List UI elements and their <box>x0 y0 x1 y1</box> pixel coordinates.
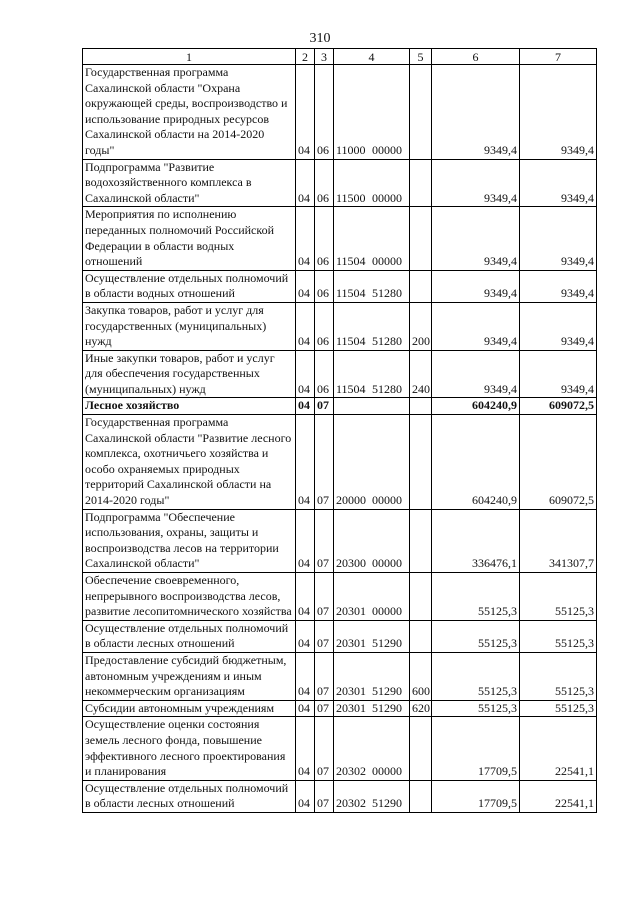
row-subsection-cell: 06 <box>315 65 334 160</box>
row-section-cell: 04 <box>296 302 315 350</box>
row-name-cell: Субсидии автономным учреждениям <box>83 700 296 717</box>
row-amount-col6-cell: 17709,5 <box>432 780 520 812</box>
target-article-code-a: 20301 <box>336 684 366 699</box>
table-row <box>83 415 597 510</box>
row-amount-col6-cell: 55125,3 <box>432 652 520 700</box>
row-expense-type-cell <box>410 717 432 780</box>
row-amount-col7-cell: 9349,4 <box>520 207 597 270</box>
row-target-article-cell <box>334 700 410 717</box>
row-target-article-cell <box>334 350 410 398</box>
row-amount-col6-cell: 9349,4 <box>432 65 520 160</box>
row-target-article-cell <box>334 302 410 350</box>
table-row <box>83 207 597 270</box>
row-subsection-cell: 07 <box>315 509 334 572</box>
row-expense-type-cell <box>410 509 432 572</box>
row-subsection-cell: 06 <box>315 302 334 350</box>
row-amount-col7-cell: 55125,3 <box>520 652 597 700</box>
row-amount-col7-cell: 9349,4 <box>520 302 597 350</box>
row-amount-col6-cell: 55125,3 <box>432 700 520 717</box>
target-article-code-b: 51290 <box>372 684 402 699</box>
row-expense-type-cell: 600 <box>410 652 432 700</box>
row-amount-col6-cell: 9349,4 <box>432 270 520 302</box>
target-article-code-b: 51290 <box>372 700 402 715</box>
target-article-code-a: 11504 <box>336 286 366 301</box>
target-article-code-a: 20301 <box>336 636 366 651</box>
target-article-code-a: 20302 <box>336 764 366 779</box>
target-article-code-b: 51280 <box>372 381 402 396</box>
header-col-7: 7 <box>520 49 597 65</box>
row-section-cell: 04 <box>296 415 315 510</box>
target-article-code-b: 00000 <box>372 556 402 571</box>
row-expense-type-cell: 200 <box>410 302 432 350</box>
budget-table <box>82 48 597 813</box>
row-target-article-cell <box>334 159 410 207</box>
target-article-code-a: 11504 <box>336 334 366 349</box>
row-amount-col7-cell: 55125,3 <box>520 700 597 717</box>
row-amount-col7-cell: 55125,3 <box>520 573 597 621</box>
row-subsection-cell: 07 <box>315 573 334 621</box>
row-subsection-cell: 07 <box>315 652 334 700</box>
table-row <box>83 620 597 652</box>
row-expense-type-cell <box>410 620 432 652</box>
target-article-code-b: 00000 <box>372 764 402 779</box>
row-name-cell: Подпрограмма "Обеспечение использования, охраны, защиты и воспроизводства лесов на территории Сахалинской области" <box>83 509 296 572</box>
row-subsection-cell: 07 <box>315 780 334 812</box>
target-article-code-a: 11000 <box>336 142 366 157</box>
table-row <box>83 717 597 780</box>
row-amount-col7-cell: 22541,1 <box>520 780 597 812</box>
row-target-article-cell <box>334 573 410 621</box>
row-expense-type-cell <box>410 159 432 207</box>
row-section-cell: 04 <box>296 700 315 717</box>
target-article-code-a: 20301 <box>336 604 366 619</box>
target-article-code-a: 20302 <box>336 796 366 811</box>
row-expense-type-cell: 240 <box>410 350 432 398</box>
target-article-code-b: 00000 <box>372 142 402 157</box>
target-article-code-a: 20000 <box>336 493 366 508</box>
table-row <box>83 270 597 302</box>
row-name-cell: Лесное хозяйство <box>83 398 296 415</box>
row-target-article-cell <box>334 65 410 160</box>
row-name-cell: Осуществление отдельных полномочий в области лесных отношений <box>83 780 296 812</box>
row-subsection-cell: 06 <box>315 270 334 302</box>
row-section-cell: 04 <box>296 207 315 270</box>
row-name-cell: Мероприятия по исполнению переданных полномочий Российской Федерации в области водных отношений <box>83 207 296 270</box>
table-row <box>83 159 597 207</box>
row-expense-type-cell <box>410 207 432 270</box>
row-expense-type-cell <box>410 573 432 621</box>
target-article-code-a: 20301 <box>336 700 366 715</box>
row-subsection-cell: 06 <box>315 207 334 270</box>
target-article-code-b: 51280 <box>372 334 402 349</box>
row-target-article-cell <box>334 398 410 415</box>
row-section-cell: 04 <box>296 398 315 415</box>
row-expense-type-cell <box>410 270 432 302</box>
header-col-2: 2 <box>296 49 315 65</box>
row-target-article-cell <box>334 620 410 652</box>
row-section-cell: 04 <box>296 717 315 780</box>
row-name-cell: Закупка товаров, работ и услуг для государственных (муниципальных) нужд <box>83 302 296 350</box>
row-amount-col7-cell: 609072,5 <box>520 398 597 415</box>
target-article-code-b: 00000 <box>372 604 402 619</box>
target-article-code-b: 00000 <box>372 190 402 205</box>
row-name-cell: Осуществление отдельных полномочий в области лесных отношений <box>83 620 296 652</box>
row-target-article-cell <box>334 415 410 510</box>
row-name-cell: Осуществление отдельных полномочий в области водных отношений <box>83 270 296 302</box>
row-name-cell: Подпрограмма "Развитие водохозяйственного комплекса в Сахалинской области" <box>83 159 296 207</box>
row-subsection-cell: 06 <box>315 350 334 398</box>
row-amount-col7-cell: 9349,4 <box>520 270 597 302</box>
header-col-6: 6 <box>432 49 520 65</box>
table-row <box>83 398 597 415</box>
table-row <box>83 65 597 160</box>
row-target-article-cell <box>334 717 410 780</box>
row-amount-col7-cell: 9349,4 <box>520 350 597 398</box>
target-article-code-b: 00000 <box>372 254 402 269</box>
table-row <box>83 509 597 572</box>
row-target-article-cell <box>334 652 410 700</box>
header-col-1: 1 <box>83 49 296 65</box>
row-amount-col7-cell: 55125,3 <box>520 620 597 652</box>
row-section-cell: 04 <box>296 270 315 302</box>
row-amount-col7-cell: 9349,4 <box>520 159 597 207</box>
row-amount-col6-cell: 604240,9 <box>432 415 520 510</box>
table-row <box>83 350 597 398</box>
row-section-cell: 04 <box>296 159 315 207</box>
table-row <box>83 302 597 350</box>
row-amount-col6-cell: 55125,3 <box>432 573 520 621</box>
row-name-cell: Государственная программа Сахалинской области "Охрана окружающей среды, воспроизводство и использование природных ресурсов Сахалинской области на 2014-2020 годы" <box>83 65 296 160</box>
row-target-article-cell <box>334 509 410 572</box>
row-amount-col6-cell: 17709,5 <box>432 717 520 780</box>
row-amount-col7-cell: 9349,4 <box>520 65 597 160</box>
page-number: 310 <box>309 31 331 46</box>
row-name-cell: Иные закупки товаров, работ и услуг для обеспечения государственных (муниципальных) нужд <box>83 350 296 398</box>
row-subsection-cell: 07 <box>315 717 334 780</box>
target-article-code-b: 51290 <box>372 636 402 651</box>
header-col-4: 4 <box>334 49 410 65</box>
row-expense-type-cell <box>410 415 432 510</box>
row-amount-col7-cell: 22541,1 <box>520 717 597 780</box>
row-amount-col6-cell: 9349,4 <box>432 350 520 398</box>
row-expense-type-cell <box>410 780 432 812</box>
row-target-article-cell <box>334 270 410 302</box>
table-row <box>83 700 597 717</box>
target-article-code-a: 20300 <box>336 556 366 571</box>
header-row <box>83 49 597 65</box>
row-section-cell: 04 <box>296 780 315 812</box>
row-name-cell: Государственная программа Сахалинской области "Развитие лесного комплекса, охотничьего хозяйства и особо охраняемых природных территорий Сахалинской области на 2014-2020 годы" <box>83 415 296 510</box>
header-col-5: 5 <box>410 49 432 65</box>
row-section-cell: 04 <box>296 65 315 160</box>
target-article-code-b: 51280 <box>372 286 402 301</box>
row-amount-col6-cell: 9349,4 <box>432 207 520 270</box>
row-section-cell: 04 <box>296 652 315 700</box>
row-amount-col6-cell: 604240,9 <box>432 398 520 415</box>
table-row <box>83 652 597 700</box>
row-name-cell: Предоставление субсидий бюджетным, автономным учреждениям и иным некоммерческим организациям <box>83 652 296 700</box>
table-body <box>83 65 597 813</box>
row-amount-col6-cell: 336476,1 <box>432 509 520 572</box>
row-subsection-cell: 07 <box>315 620 334 652</box>
row-amount-col7-cell: 341307,7 <box>520 509 597 572</box>
target-article-code-a: 11504 <box>336 254 366 269</box>
row-amount-col7-cell: 609072,5 <box>520 415 597 510</box>
table-row <box>83 573 597 621</box>
row-amount-col6-cell: 55125,3 <box>432 620 520 652</box>
target-article-code-a: 11500 <box>336 190 366 205</box>
row-name-cell: Обеспечение своевременного, непрерывного воспроизводства лесов, развитие лесопитомнического хозяйства <box>83 573 296 621</box>
row-subsection-cell: 07 <box>315 415 334 510</box>
row-target-article-cell <box>334 780 410 812</box>
row-expense-type-cell <box>410 65 432 160</box>
row-subsection-cell: 06 <box>315 159 334 207</box>
target-article-code-a: 11504 <box>336 381 366 396</box>
target-article-code-b: 51290 <box>372 796 402 811</box>
header-col-3: 3 <box>315 49 334 65</box>
row-section-cell: 04 <box>296 620 315 652</box>
row-target-article-cell <box>334 207 410 270</box>
row-amount-col6-cell: 9349,4 <box>432 302 520 350</box>
row-subsection-cell: 07 <box>315 700 334 717</box>
row-section-cell: 04 <box>296 350 315 398</box>
row-expense-type-cell: 620 <box>410 700 432 717</box>
row-subsection-cell: 07 <box>315 398 334 415</box>
row-amount-col6-cell: 9349,4 <box>432 159 520 207</box>
row-name-cell: Осуществление оценки состояния земель лесного фонда, повышение эффективного лесного проектирования и планирования <box>83 717 296 780</box>
target-article-code-b: 00000 <box>372 493 402 508</box>
row-expense-type-cell <box>410 398 432 415</box>
row-section-cell: 04 <box>296 573 315 621</box>
table-row <box>83 780 597 812</box>
row-section-cell: 04 <box>296 509 315 572</box>
